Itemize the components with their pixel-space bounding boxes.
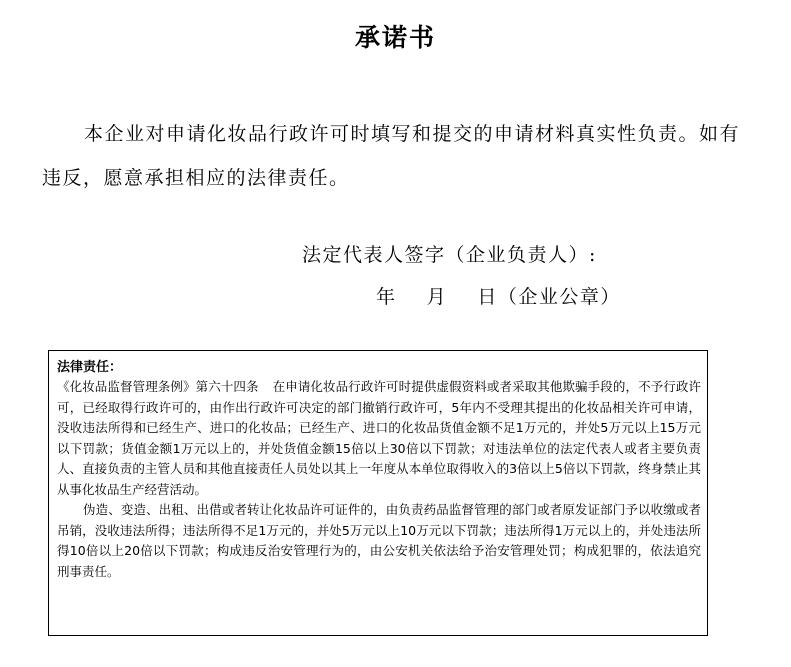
legal-liability-box <box>48 350 708 636</box>
commitment-paragraph: 本企业对申请化妆品行政许可时填写和提交的申请材料真实性负责。如有违反，愿意承担相应的法律责任。 <box>42 123 741 189</box>
legal-paragraph-2: 伪造、变造、出租、出借或者转让化妆品许可证件的，由负责药品监督管理的部门或者原发证部门予以收缴或者吊销，没收违法所得；违法所得不足1万元的，并处5万元以上10万元以下罚款；违法所得1万元以上的，并处违法所得10倍以上20倍以下罚款；构成违反治安管理行为的，由公安机关依法给予治安管理处罚；构成犯罪的，依法追究刑事责任。 <box>57 502 701 579</box>
signature-line: 法定代表人签字（企业负责人）: <box>302 244 597 266</box>
article-reference: 《化妆品监督管理条例》第六十四条 <box>57 379 259 394</box>
legal-paragraph-1 <box>57 377 701 500</box>
date-seal-line: 年 月 日（企业公章） <box>376 286 621 308</box>
legal-paragraph-1-text: 在申请化妆品行政许可时提供虚假资料或者采取其他欺骗手段的，不予行政许可，已经取得行政许可的，由作出行政许可决定的部门撤销行政许可，5年内不受理其提出的化妆品相关许可申请，没收违法所得和已经生产、进口的化妆品；已经生产、进口的化妆品货值金额不足1万元的，并处5万元以上15万元以下罚款；货值金额1万元以上的，并处货值金额15倍以上30倍以下罚款；对违法单位的法定代表人或者主要负责人、直接负责的主管人员和其他直接责任人员处以其上一年度从本单位取得收入的3倍以上5倍以下罚款，终身禁止其从事化妆品生产经营活动。 <box>57 379 701 497</box>
legal-liability-heading: 法律责任： <box>57 360 123 375</box>
document-title: 承诺书 <box>354 23 436 52</box>
